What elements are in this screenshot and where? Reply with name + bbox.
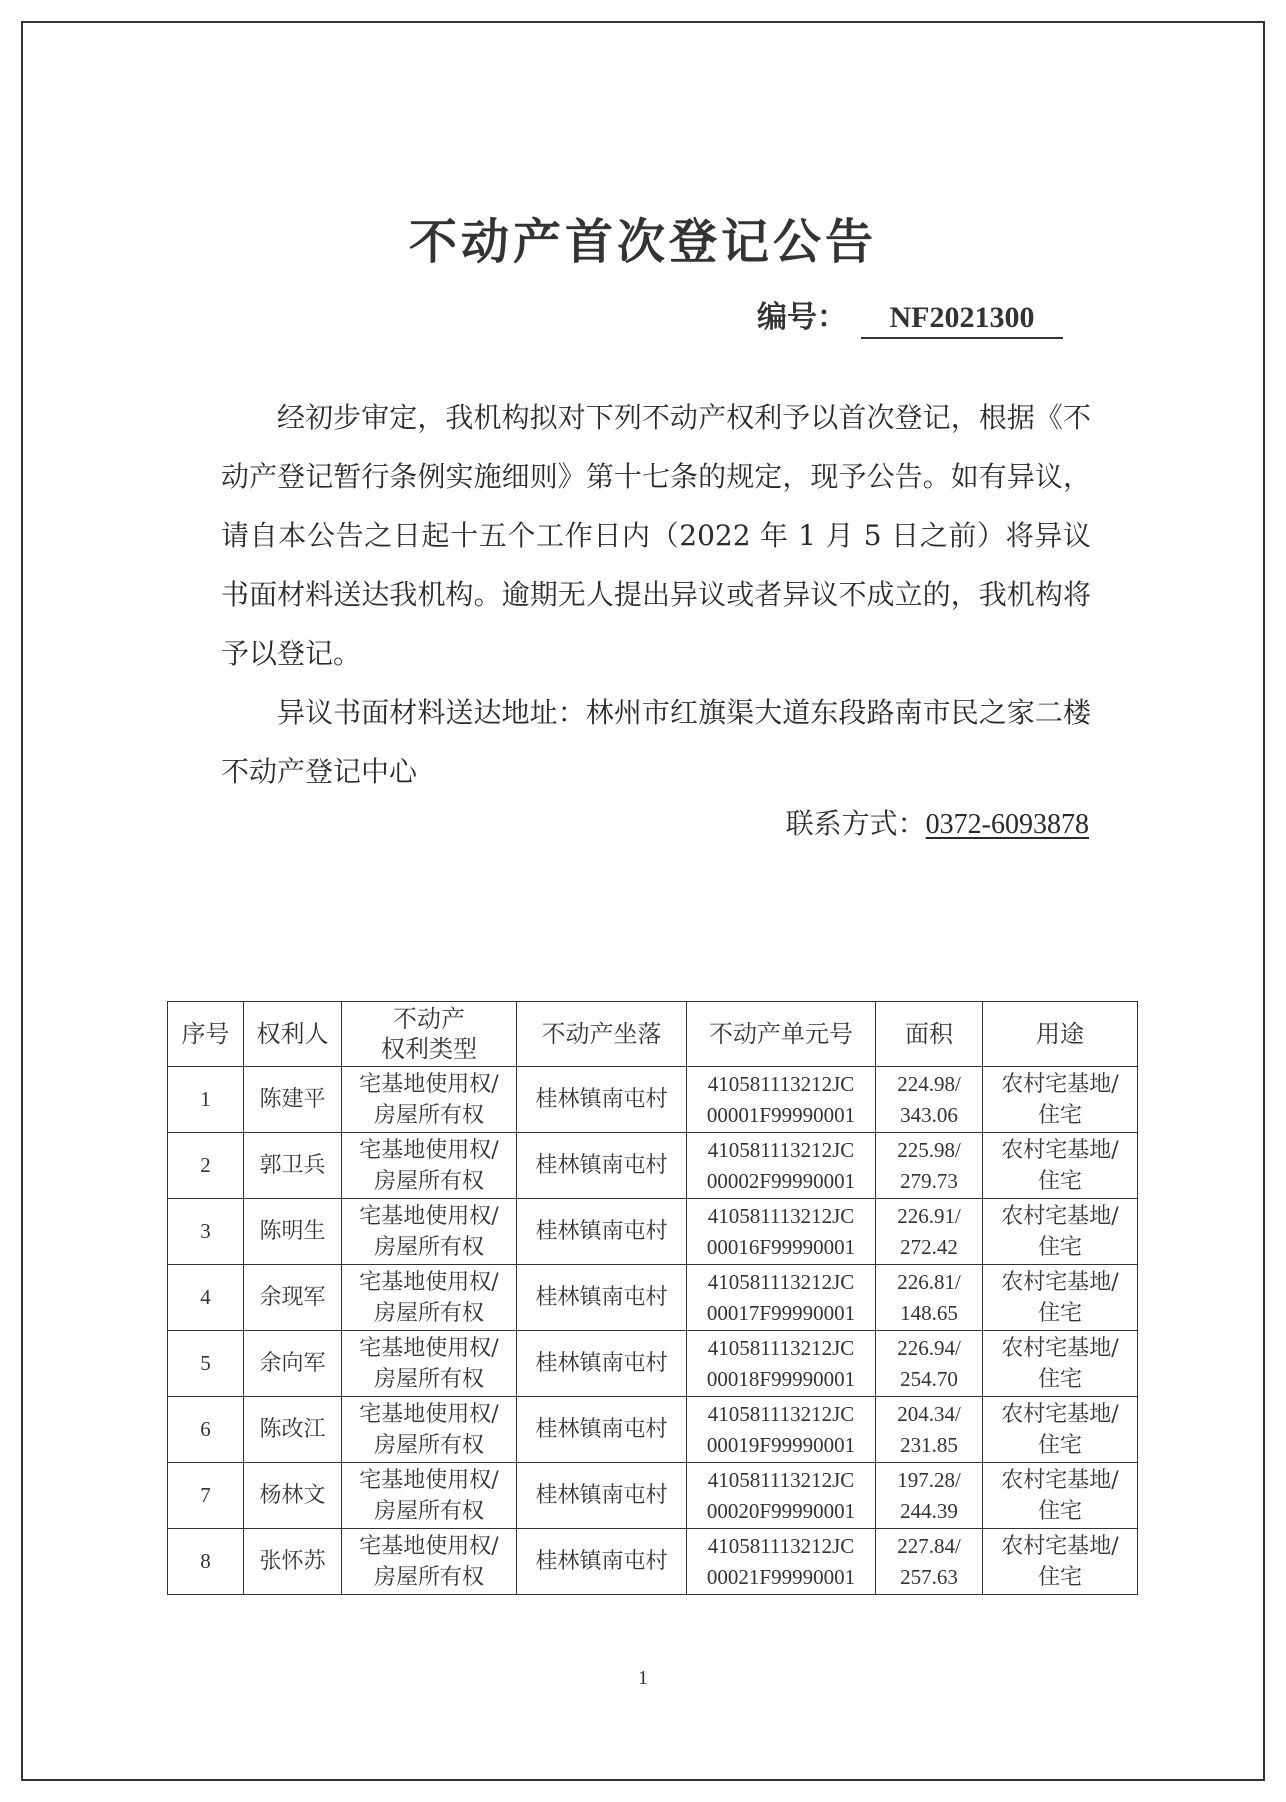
cell-unit-number-line2: 00020F99990001 — [706, 1498, 856, 1523]
cell-unit-number-line1: 410581113212JC — [707, 1335, 855, 1360]
cell-usage-line2: 住宅 — [1037, 1168, 1082, 1194]
notice-number — [757, 292, 1063, 339]
cell-area-line2: 231.85 — [900, 1432, 958, 1457]
header-area: 面积 — [876, 1002, 983, 1067]
cell-usage-line1: 农村宅基地/ — [1001, 1137, 1119, 1163]
cell-unit-number-line1: 410581113212JC — [707, 1203, 855, 1228]
cell-area-line1: 226.94/ — [897, 1335, 961, 1360]
cell-area — [876, 1133, 983, 1199]
cell-usage — [983, 1265, 1138, 1331]
cell-usage — [983, 1529, 1138, 1595]
cell-seq: 8 — [168, 1529, 244, 1595]
header-unit-number: 不动产单元号 — [687, 1002, 876, 1067]
cell-usage-line2: 住宅 — [1037, 1498, 1082, 1524]
cell-right-type — [342, 1331, 517, 1397]
cell-right-type — [342, 1199, 517, 1265]
header-holder: 权利人 — [244, 1002, 342, 1067]
cell-area — [876, 1463, 983, 1529]
cell-area-line1: 226.81/ — [897, 1269, 961, 1294]
cell-location: 桂林镇南屯村 — [517, 1199, 687, 1265]
table-row — [168, 1331, 1138, 1397]
cell-right-type — [342, 1397, 517, 1463]
header-seq: 序号 — [168, 1002, 244, 1067]
cell-unit-number-line1: 410581113212JC — [707, 1137, 855, 1162]
cell-right-type — [342, 1529, 517, 1595]
cell-unit-number-line1: 410581113212JC — [707, 1467, 855, 1492]
cell-holder: 陈建平 — [244, 1067, 342, 1133]
cell-seq: 2 — [168, 1133, 244, 1199]
cell-seq: 6 — [168, 1397, 244, 1463]
table-row — [168, 1463, 1138, 1529]
cell-area-line2: 272.42 — [900, 1234, 958, 1259]
cell-seq: 7 — [168, 1463, 244, 1529]
cell-seq: 1 — [168, 1067, 244, 1133]
table-header-row — [168, 1002, 1138, 1067]
cell-unit-number — [687, 1265, 876, 1331]
notice-body — [221, 388, 1091, 801]
cell-area — [876, 1331, 983, 1397]
cell-usage-line1: 农村宅基地/ — [1001, 1071, 1119, 1097]
notice-paragraph-2: 异议书面材料送达地址：林州市红旗渠大道东段路南市民之家二楼不动产登记中心 — [221, 696, 1091, 788]
notice-number-value: NF2021300 — [861, 301, 1063, 339]
header-right-type-line1: 不动产 — [393, 1005, 465, 1033]
cell-right-type-line1: 宅基地使用权/ — [359, 1533, 499, 1559]
cell-right-type-line1: 宅基地使用权/ — [359, 1401, 499, 1427]
cell-right-type-line2: 房屋所有权 — [373, 1168, 484, 1194]
cell-area-line1: 225.98/ — [897, 1137, 961, 1162]
cell-location: 桂林镇南屯村 — [517, 1463, 687, 1529]
cell-location: 桂林镇南屯村 — [517, 1265, 687, 1331]
cell-unit-number-line2: 00002F99990001 — [706, 1168, 856, 1193]
notice-number-label: 编号： — [757, 300, 847, 335]
cell-right-type-line2: 房屋所有权 — [373, 1432, 484, 1458]
cell-unit-number — [687, 1133, 876, 1199]
cell-area-line2: 257.63 — [900, 1564, 958, 1589]
cell-unit-number-line1: 410581113212JC — [707, 1071, 855, 1096]
cell-usage-line1: 农村宅基地/ — [1001, 1269, 1119, 1295]
cell-holder: 余现军 — [244, 1265, 342, 1331]
cell-location: 桂林镇南屯村 — [517, 1331, 687, 1397]
cell-area — [876, 1199, 983, 1265]
cell-holder: 陈明生 — [244, 1199, 342, 1265]
cell-usage-line2: 住宅 — [1037, 1432, 1082, 1458]
cell-usage-line2: 住宅 — [1037, 1234, 1082, 1260]
cell-area-line2: 254.70 — [900, 1366, 958, 1391]
page-number: 1 — [638, 1667, 648, 1689]
cell-right-type-line2: 房屋所有权 — [373, 1102, 484, 1128]
cell-holder: 陈改江 — [244, 1397, 342, 1463]
cell-area-line2: 148.65 — [900, 1300, 958, 1325]
cell-unit-number-line1: 410581113212JC — [707, 1401, 855, 1426]
cell-right-type — [342, 1067, 517, 1133]
cell-usage — [983, 1067, 1138, 1133]
cell-right-type-line2: 房屋所有权 — [373, 1300, 484, 1326]
cell-usage-line2: 住宅 — [1037, 1102, 1082, 1128]
cell-area-line2: 244.39 — [900, 1498, 958, 1523]
cell-usage-line1: 农村宅基地/ — [1001, 1401, 1119, 1427]
cell-usage-line2: 住宅 — [1037, 1366, 1082, 1392]
cell-unit-number-line2: 00001F99990001 — [706, 1102, 856, 1127]
header-location: 不动产坐落 — [517, 1002, 687, 1067]
cell-usage-line1: 农村宅基地/ — [1001, 1203, 1119, 1229]
cell-right-type-line1: 宅基地使用权/ — [359, 1137, 499, 1163]
cell-unit-number — [687, 1331, 876, 1397]
cell-unit-number-line2: 00021F99990001 — [706, 1564, 856, 1589]
cell-right-type-line1: 宅基地使用权/ — [359, 1467, 499, 1493]
cell-unit-number — [687, 1529, 876, 1595]
table-row — [168, 1133, 1138, 1199]
cell-area-line1: 224.98/ — [897, 1071, 961, 1096]
cell-seq: 5 — [168, 1331, 244, 1397]
cell-usage — [983, 1397, 1138, 1463]
cell-area-line1: 204.34/ — [897, 1401, 961, 1426]
cell-right-type-line1: 宅基地使用权/ — [359, 1335, 499, 1361]
registration-table — [167, 1001, 1138, 1595]
cell-right-type — [342, 1265, 517, 1331]
cell-unit-number-line2: 00017F99990001 — [706, 1300, 856, 1325]
cell-area — [876, 1529, 983, 1595]
cell-usage-line2: 住宅 — [1037, 1300, 1082, 1326]
cell-holder: 余向军 — [244, 1331, 342, 1397]
cell-area — [876, 1397, 983, 1463]
table-row — [168, 1529, 1138, 1595]
cell-usage-line2: 住宅 — [1037, 1564, 1082, 1590]
cell-unit-number — [687, 1397, 876, 1463]
cell-holder: 杨林文 — [244, 1463, 342, 1529]
contact-info — [786, 802, 1089, 842]
cell-right-type-line2: 房屋所有权 — [373, 1234, 484, 1260]
cell-seq: 3 — [168, 1199, 244, 1265]
table-body — [168, 1067, 1138, 1595]
cell-right-type — [342, 1133, 517, 1199]
cell-right-type — [342, 1463, 517, 1529]
cell-usage — [983, 1133, 1138, 1199]
registration-table-wrapper — [167, 1001, 1137, 1595]
cell-unit-number — [687, 1199, 876, 1265]
contact-label: 联系方式： — [785, 807, 926, 840]
cell-unit-number-line2: 00019F99990001 — [706, 1432, 856, 1457]
cell-location: 桂林镇南屯村 — [517, 1529, 687, 1595]
table-row — [168, 1067, 1138, 1133]
cell-area-line2: 279.73 — [900, 1168, 958, 1193]
contact-phone: 0372-6093878 — [925, 809, 1089, 840]
cell-holder: 张怀苏 — [244, 1529, 342, 1595]
cell-area-line2: 343.06 — [900, 1102, 958, 1127]
cell-area — [876, 1067, 983, 1133]
notice-paragraph-1: 经初步审定，我机构拟对下列不动产权利予以首次登记，根据《不动产登记暂行条例实施细则》第十七条的规定，现予公告。如有异议，请自本公告之日起十五个工作日内（2022 年 1 月 5 日之前）将异议书面材料送达我机构。逾期无人提出异议或者异议不成立的，我机构将予以登记。 — [221, 401, 1091, 670]
table-row — [168, 1397, 1138, 1463]
cell-right-type-line1: 宅基地使用权/ — [359, 1203, 499, 1229]
table-row — [168, 1265, 1138, 1331]
cell-area — [876, 1265, 983, 1331]
header-right-type-line2: 权利类型 — [381, 1035, 477, 1063]
cell-unit-number-line1: 410581113212JC — [707, 1269, 855, 1294]
cell-usage — [983, 1331, 1138, 1397]
header-right-type — [342, 1002, 517, 1067]
cell-right-type-line2: 房屋所有权 — [373, 1498, 484, 1524]
cell-unit-number-line2: 00018F99990001 — [706, 1366, 856, 1391]
cell-area-line1: 197.28/ — [897, 1467, 961, 1492]
cell-unit-number — [687, 1067, 876, 1133]
cell-location: 桂林镇南屯村 — [517, 1133, 687, 1199]
cell-location: 桂林镇南屯村 — [517, 1067, 687, 1133]
cell-area-line1: 227.84/ — [897, 1533, 961, 1558]
cell-seq: 4 — [168, 1265, 244, 1331]
cell-usage-line1: 农村宅基地/ — [1001, 1335, 1119, 1361]
cell-usage-line1: 农村宅基地/ — [1001, 1533, 1119, 1559]
cell-usage — [983, 1463, 1138, 1529]
cell-right-type-line1: 宅基地使用权/ — [359, 1269, 499, 1295]
cell-unit-number-line2: 00016F99990001 — [706, 1234, 856, 1259]
cell-unit-number-line1: 410581113212JC — [707, 1533, 855, 1558]
cell-unit-number — [687, 1463, 876, 1529]
cell-right-type-line2: 房屋所有权 — [373, 1564, 484, 1590]
cell-area-line1: 226.91/ — [897, 1203, 961, 1228]
cell-usage-line1: 农村宅基地/ — [1001, 1467, 1119, 1493]
cell-holder: 郭卫兵 — [244, 1133, 342, 1199]
cell-right-type-line2: 房屋所有权 — [373, 1366, 484, 1392]
header-usage: 用途 — [983, 1002, 1138, 1067]
cell-right-type-line1: 宅基地使用权/ — [359, 1071, 499, 1097]
cell-location: 桂林镇南屯村 — [517, 1397, 687, 1463]
page-title: 不动产首次登记公告 — [408, 214, 877, 270]
cell-usage — [983, 1199, 1138, 1265]
table-row — [168, 1199, 1138, 1265]
